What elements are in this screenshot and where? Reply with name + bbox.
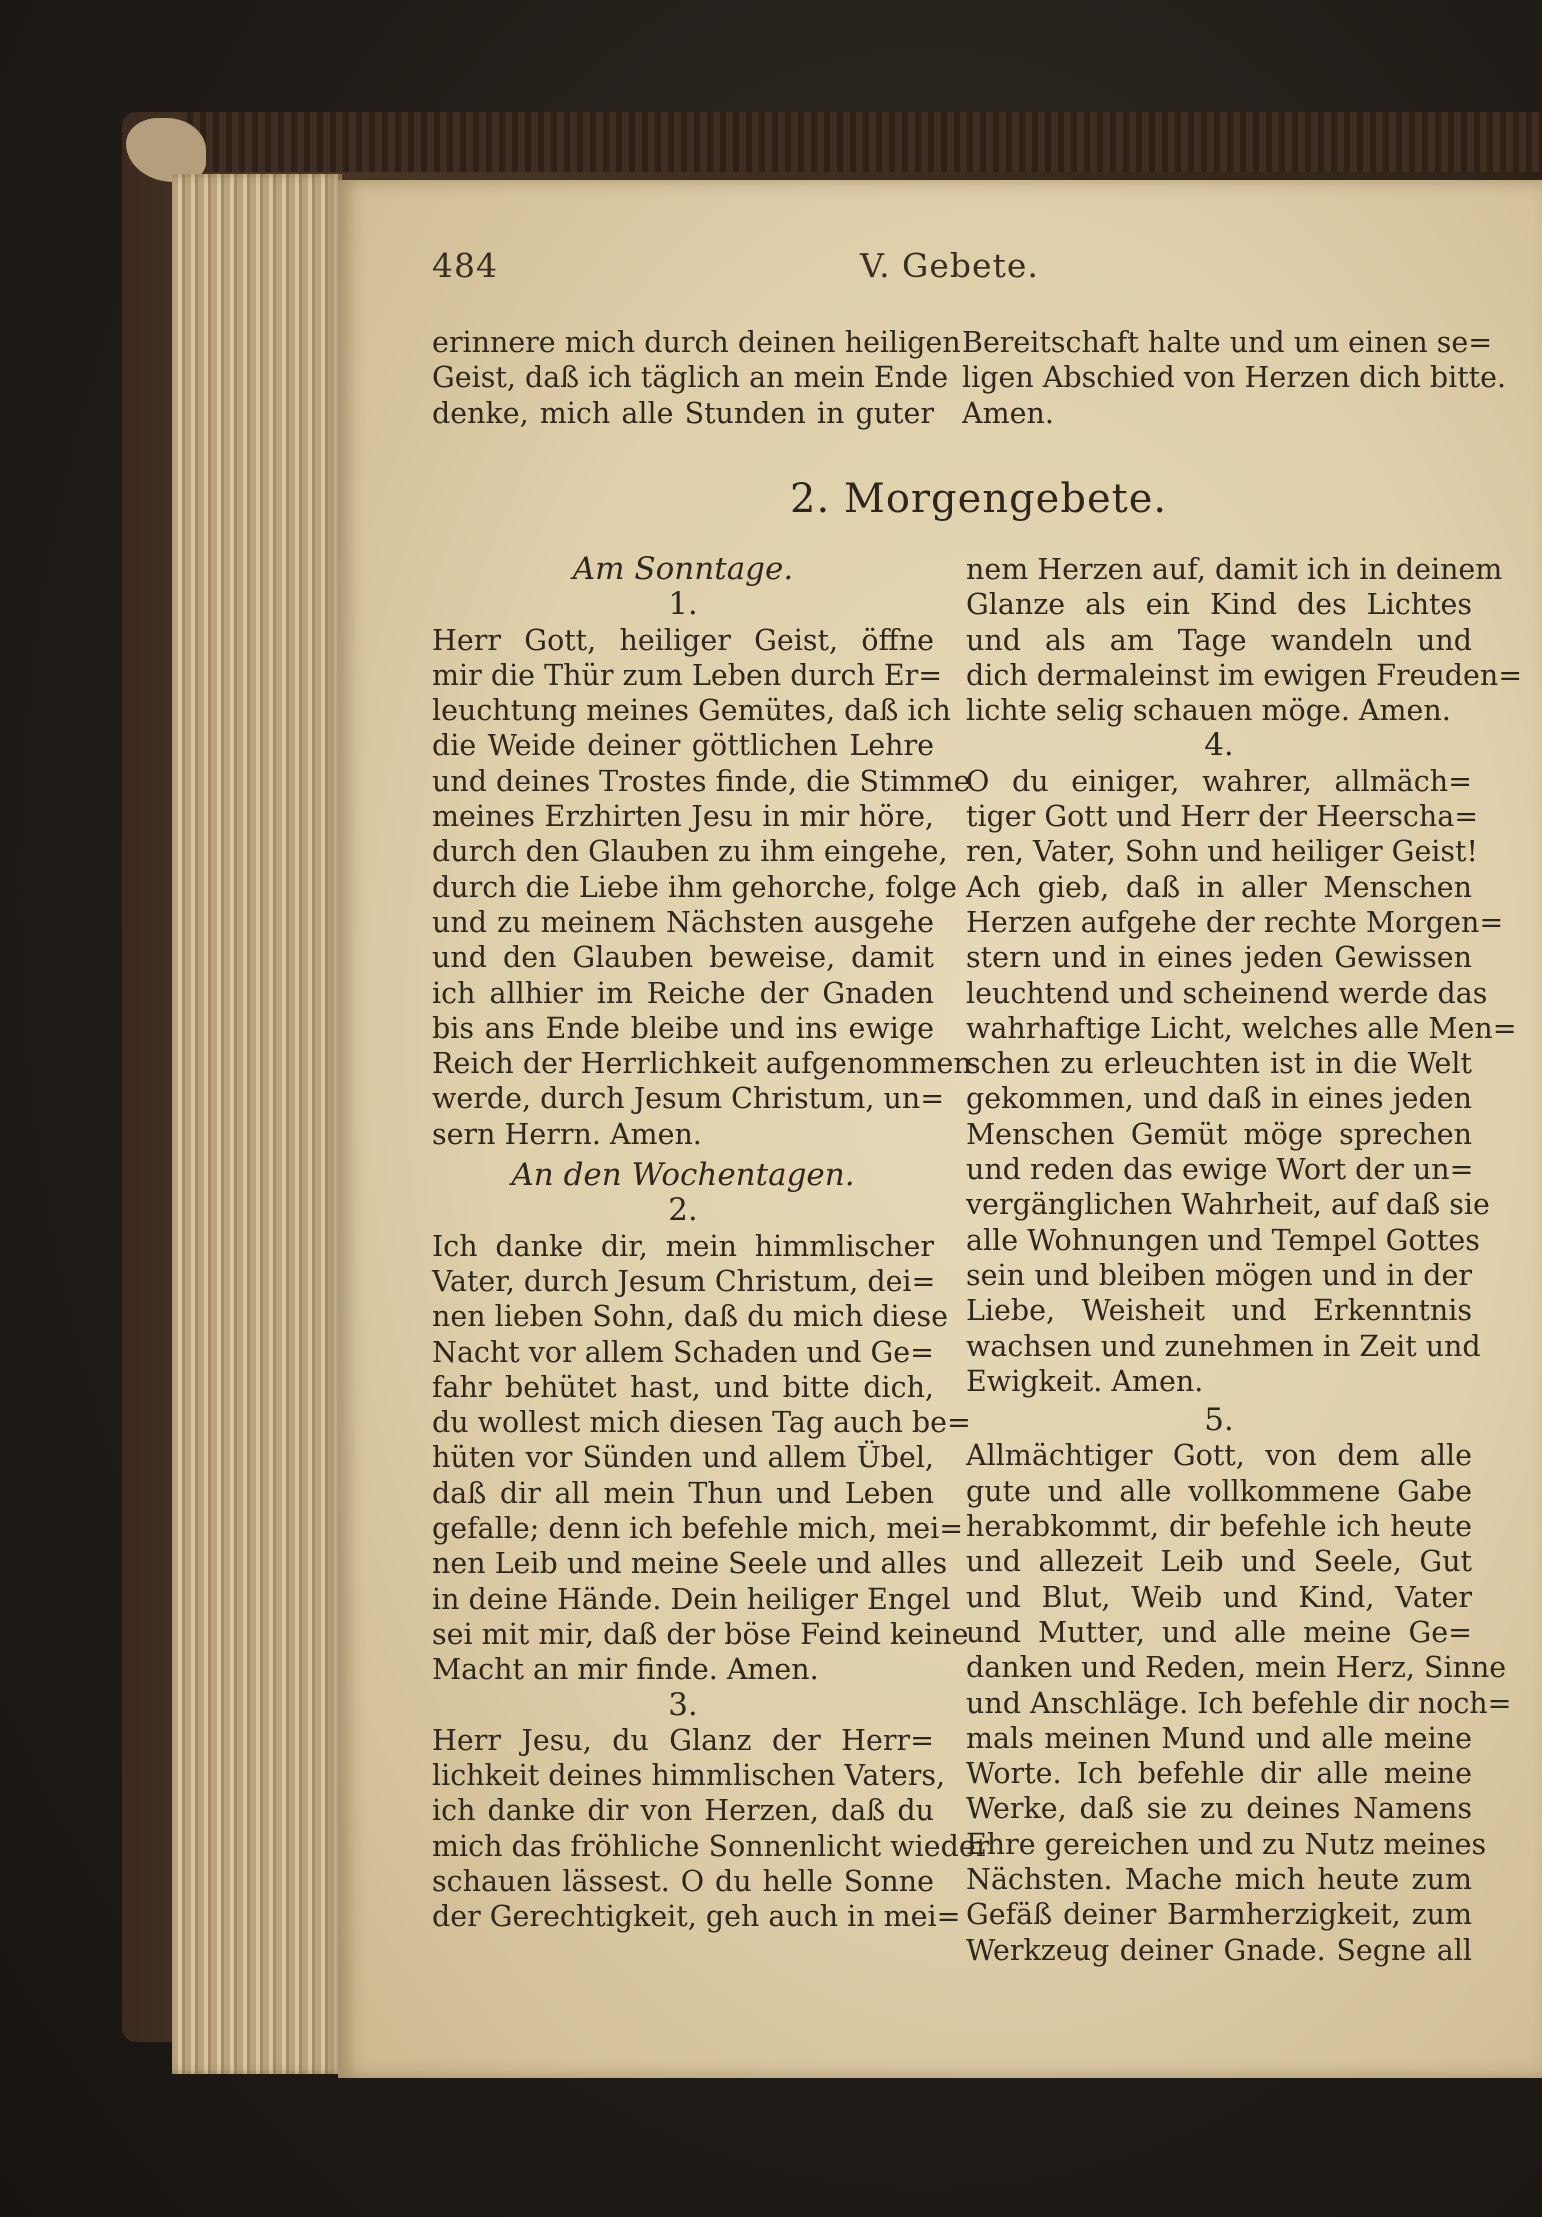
running-title: V. Gebete. xyxy=(860,246,1039,285)
text-line: tiger Gott und Herr der Heerscha= xyxy=(966,800,1479,834)
text-line: wahrhaftige Licht, welches alle Men= xyxy=(966,1011,1517,1045)
text-line: ich danke dir von Herzen, daß du xyxy=(432,1794,934,1828)
text-line: gute und alle vollkommene Gabe xyxy=(966,1474,1472,1508)
text-line: Reich der Herrlichkeit aufgenommen xyxy=(432,1047,972,1081)
text-line: alle Wohnungen und Tempel Gottes xyxy=(966,1223,1480,1257)
text-line: Herr Gott, heiliger Geist, öffne xyxy=(432,623,934,657)
text-line: und Anschläge. Ich befehle dir noch= xyxy=(966,1686,1512,1720)
text-line: gekommen, und daß in eines jeden xyxy=(966,1082,1472,1116)
text-line: vergänglichen Wahrheit, auf daß sie xyxy=(966,1188,1490,1222)
text-line: nen Leib und meine Seele und alles xyxy=(432,1547,948,1581)
text-line: Liebe, Weisheit und Erkenntnis xyxy=(966,1294,1472,1328)
text-line: Bereitschaft halte und um einen se= xyxy=(962,326,1493,359)
text-line: sei mit mir, daß der böse Feind keine xyxy=(432,1617,969,1651)
text-line: in deine Hände. Dein heiliger Engel xyxy=(432,1582,951,1616)
text-line: du wollest mich diesen Tag auch be= xyxy=(432,1406,971,1440)
text-line: gefalle; denn ich befehle mich, mei= xyxy=(432,1512,964,1546)
text-line: nem Herzen auf, damit ich in deinem xyxy=(966,553,1503,586)
prayer-number: 2. xyxy=(668,1192,698,1229)
text-line: Allmächtiger Gott, von dem alle xyxy=(966,1439,1472,1473)
text-line: Geist, daß ich täglich an mein Ende xyxy=(432,361,949,395)
text-line: O du einiger, wahrer, allmäch= xyxy=(966,764,1472,798)
text-line: meines Erzhirten Jesu in mir höre, xyxy=(432,800,934,834)
text-line: wachsen und zunehmen in Zeit und xyxy=(966,1329,1481,1363)
text-line: fahr behütet hast, und bitte dich, xyxy=(432,1370,934,1404)
text-line: und reden das ewige Wort der un= xyxy=(966,1153,1474,1187)
text-line: Ewigkeit. Amen. xyxy=(966,1364,1204,1398)
text-line: stern und in eines jeden Gewissen xyxy=(966,941,1472,975)
text-line: und zu meinem Nächsten ausgehe xyxy=(432,905,934,939)
text-line: Nächsten. Mache mich heute zum xyxy=(966,1862,1472,1896)
text-line: durch die Liebe ihm gehorche, folge xyxy=(432,870,957,904)
text-line: nen lieben Sohn, daß du mich diese xyxy=(432,1300,948,1334)
text-line: und Mutter, und alle meine Ge= xyxy=(966,1615,1472,1649)
text-line: Ach gieb, daß in aller Menschen xyxy=(966,870,1472,904)
text-line: ligen Abschied von Herzen dich bitte. xyxy=(962,361,1507,395)
text-line: schen zu erleuchten ist in die Welt xyxy=(966,1047,1472,1081)
text-line: und Blut, Weib und Kind, Vater xyxy=(966,1580,1472,1614)
text-line: Nacht vor allem Schaden und Ge= xyxy=(432,1335,934,1369)
text-line: die Weide deiner göttlichen Lehre xyxy=(432,729,934,763)
text-line: herabkommt, dir befehle ich heute xyxy=(966,1510,1472,1544)
text-line: mals meinen Mund und alle meine xyxy=(966,1721,1472,1755)
prayer-number: 1. xyxy=(668,586,698,623)
text-line: Werkzeug deiner Gnade. Segne all xyxy=(966,1933,1472,1967)
text-line: mich das fröhliche Sonnenlicht wieder xyxy=(432,1829,990,1863)
text-line: lichte selig schauen möge. Amen. xyxy=(966,694,1451,728)
text-line: der Gerechtigkeit, geh auch in mei= xyxy=(432,1900,961,1934)
prayer-number: 5. xyxy=(1204,1402,1234,1439)
text-line: erinnere mich durch deinen heiligen xyxy=(432,326,961,359)
text-line: Herr Jesu, du Glanz der Herr= xyxy=(432,1723,934,1757)
text-line: Worte. Ich befehle dir alle meine xyxy=(966,1757,1472,1791)
text-line: sern Herrn. Amen. xyxy=(432,1117,702,1151)
text-line: daß dir all mein Thun und Leben xyxy=(432,1476,934,1510)
text-line: ich allhier im Reiche der Gnaden xyxy=(432,976,934,1010)
page-edges xyxy=(172,174,342,2074)
text-line: Vater, durch Jesum Christum, dei= xyxy=(432,1264,936,1298)
left-column xyxy=(432,551,990,1935)
text-line: sein und bleiben mögen und in der xyxy=(966,1258,1472,1292)
text-line: Menschen Gemüt möge sprechen xyxy=(966,1117,1472,1151)
text-line: bis ans Ende bleibe und ins ewige xyxy=(432,1011,934,1045)
text-line: Ehre gereichen und zu Nutz meines xyxy=(966,1827,1487,1861)
heading-weekdays: An den Wochentagen. xyxy=(511,1157,855,1194)
text-line: werde, durch Jesum Christum, un= xyxy=(432,1082,945,1116)
text-line: durch den Glauben zu ihm eingehe, xyxy=(432,835,948,869)
text-line: Gefäß deiner Barmherzigkeit, zum xyxy=(966,1898,1472,1932)
book-spine-edge xyxy=(180,112,1542,172)
text-line: dich dermaleinst im ewigen Freuden= xyxy=(966,658,1523,692)
top-right-text xyxy=(962,325,1507,431)
text-line: schauen lässest. O du helle Sonne xyxy=(432,1864,934,1898)
right-column xyxy=(966,552,1523,1968)
text-line: und allezeit Leib und Seele, Gut xyxy=(966,1545,1472,1579)
text-line: denke, mich alle Stunden in guter xyxy=(432,396,934,430)
text-line: Herzen aufgehe der rechte Morgen= xyxy=(966,905,1504,939)
text-line: ren, Vater, Sohn und heiliger Geist! xyxy=(966,835,1478,869)
text-line: mir die Thür zum Leben durch Er= xyxy=(432,658,943,692)
prayer-number: 4. xyxy=(1204,727,1234,764)
text-line: und den Glauben beweise, damit xyxy=(432,941,934,975)
text-line: und als am Tage wandeln und xyxy=(966,623,1472,657)
page-number: 484 xyxy=(432,246,498,285)
text-line: Ich danke dir, mein himmlischer xyxy=(432,1229,934,1263)
text-line: leuchtend und scheinend werde das xyxy=(966,976,1488,1010)
text-line: leuchtung meines Gemütes, daß ich xyxy=(432,694,951,728)
top-left-text xyxy=(432,325,961,431)
text-line: Glanze als ein Kind des Lichtes xyxy=(966,588,1472,622)
text-line: und deines Trostes finde, die Stimme xyxy=(432,764,971,798)
text-line: Macht an mir finde. Amen. xyxy=(432,1653,819,1687)
text-line: Amen. xyxy=(962,396,1054,430)
heading-sunday: Am Sonntage. xyxy=(572,551,794,587)
text-line: Werke, daß sie zu deines Namens xyxy=(966,1792,1472,1826)
prayer-number: 3. xyxy=(668,1686,698,1723)
text-line: danken und Reden, mein Herz, Sinne xyxy=(966,1651,1507,1685)
section-title: 2. Morgengebete. xyxy=(790,476,1168,522)
text-line: lichkeit deines himmlischen Vaters, xyxy=(432,1759,945,1793)
text-line: hüten vor Sünden und allem Übel, xyxy=(432,1441,934,1475)
